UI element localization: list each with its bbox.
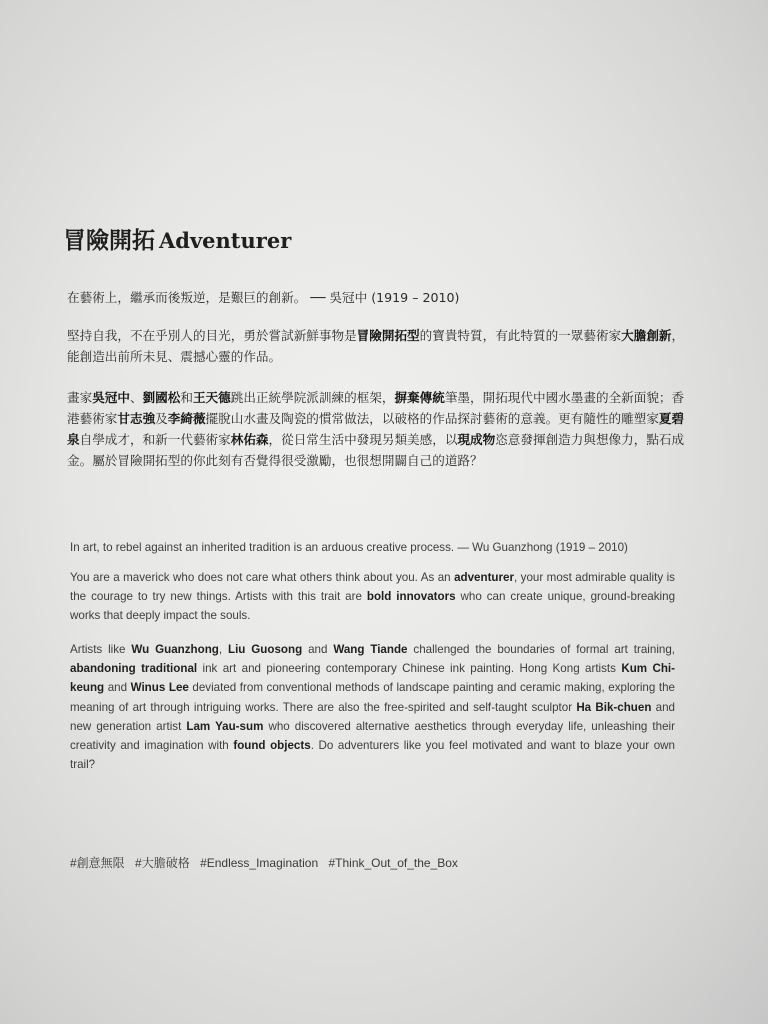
title-chinese: 冒險開拓 bbox=[63, 228, 155, 254]
emphasis-text: found objects bbox=[233, 739, 311, 753]
emphasis-text: abandoning traditional bbox=[70, 662, 198, 676]
title-english: Adventurer bbox=[159, 228, 292, 253]
emphasis-text: Wang Tiande bbox=[333, 643, 408, 656]
text-run: 、 bbox=[129, 390, 143, 405]
text-run: 和 bbox=[180, 390, 193, 405]
english-quote: In art, to rebel against an inherited tradition is an arduous creative process. — Wu Guanzhong (1919 – 2010) bbox=[70, 541, 628, 554]
chinese-paragraph-1 bbox=[67, 325, 685, 367]
text-run: challenged the boundaries of formal art training, bbox=[407, 643, 676, 656]
text-run: and new generation artist bbox=[70, 700, 675, 733]
emphasis-text: 李綺薇 bbox=[167, 411, 206, 426]
text-run: Artists like bbox=[70, 643, 132, 656]
text-run: ink art and pioneering contemporary Chinese ink painting. Hong Kong artists bbox=[197, 662, 622, 676]
emphasis-text: 甘志強 bbox=[117, 411, 156, 426]
text-run: 跳出正統學院派訓練的框架， bbox=[230, 390, 395, 405]
emphasis-text: 摒棄傳統 bbox=[394, 390, 445, 405]
hashtag: #創意無限 bbox=[70, 856, 125, 870]
text-run: deviated from conventional methods of landscape painting and ceramic making, exploring the meaning of art through intriguing works. There are also the free-spirited and self-taught sculptor bbox=[70, 681, 675, 714]
chinese-paragraph-2 bbox=[67, 387, 685, 471]
text-run: and bbox=[104, 681, 131, 695]
english-paragraph-2 bbox=[70, 640, 675, 774]
emphasis-text: 冒險開拓型 bbox=[356, 328, 420, 343]
text-run: 及 bbox=[155, 411, 168, 426]
text-run: 堅持自我，不在乎別人的目光，勇於嘗試新鮮事物是 bbox=[67, 328, 357, 343]
emphasis-text: Lam Yau-sum bbox=[186, 719, 264, 733]
emphasis-text: 大膽創新 bbox=[621, 328, 672, 343]
emphasis-text: bold innovators bbox=[366, 590, 456, 604]
emphasis-text: Winus Lee bbox=[130, 681, 189, 695]
text-run: You are a maverick who does not care what others think about you. As an bbox=[70, 571, 455, 584]
emphasis-text: Kum Chi-keung bbox=[70, 662, 676, 695]
emphasis-text: adventurer bbox=[454, 571, 514, 584]
text-run: ，能創造出前所未見、震撼心靈的作品。 bbox=[67, 328, 685, 364]
text-run: and bbox=[302, 643, 334, 656]
text-run: 筆墨，開拓現代中國水墨畫的全新面貌；香港藝術家 bbox=[67, 390, 685, 426]
text-run: 擺脫山水畫及陶瓷的慣常做法，以破格的作品探討藝術的意義。更有隨性的雕塑家 bbox=[205, 411, 659, 426]
emphasis-text: 夏碧泉 bbox=[67, 411, 685, 447]
text-run: who discovered alternative aesthetics through everyday life, unleashing their creativity and imagination with bbox=[70, 719, 675, 753]
hashtag: #Think_Out_of_the_Box bbox=[328, 856, 458, 870]
emphasis-text: Liu Guosong bbox=[228, 643, 303, 656]
text-run: . Do adventurers like you feel motivated and want to blaze your own trail? bbox=[70, 739, 675, 772]
emphasis-text: 王天德 bbox=[192, 390, 231, 405]
text-run: 恣意發揮創造力與想像力，點石成金。屬於冒險開拓型的你此刻有否覺得很受激勵，也很想開闢自己的道路？ bbox=[67, 432, 685, 468]
text-run: , bbox=[218, 643, 228, 656]
english-paragraph-1 bbox=[70, 568, 675, 626]
hashtag: #Endless_Imagination bbox=[200, 856, 319, 870]
emphasis-text: 林佑森 bbox=[230, 432, 269, 447]
text-run: 自學成才，和新一代藝術家 bbox=[79, 432, 231, 447]
hashtag: #大膽破格 bbox=[135, 856, 190, 870]
hashtag-list bbox=[70, 854, 465, 871]
text-run: who can create unique, ground-breaking works that deeply impact the souls. bbox=[70, 590, 676, 623]
chinese-quote: 在藝術上，繼承而後叛逆，是艱巨的創新。 ── 吳冠中 (1919 – 2010) bbox=[67, 290, 460, 305]
emphasis-text: Wu Guanzhong bbox=[131, 643, 219, 656]
emphasis-text: 劉國松 bbox=[142, 390, 181, 405]
text-run: 的寶貴特質，有此特質的一眾藝術家 bbox=[419, 328, 622, 343]
text-run: ，從日常生活中發現另類美感，以 bbox=[268, 432, 458, 447]
text-run: 畫家 bbox=[67, 390, 93, 405]
emphasis-text: 現成物 bbox=[457, 432, 496, 447]
emphasis-text: 吳冠中 bbox=[92, 390, 130, 405]
panel-title bbox=[63, 222, 703, 255]
text-run: , your most admirable quality is the courage to try new things. Artists with this trait are bbox=[70, 571, 675, 604]
emphasis-text: Ha Bik-chuen bbox=[576, 700, 652, 714]
